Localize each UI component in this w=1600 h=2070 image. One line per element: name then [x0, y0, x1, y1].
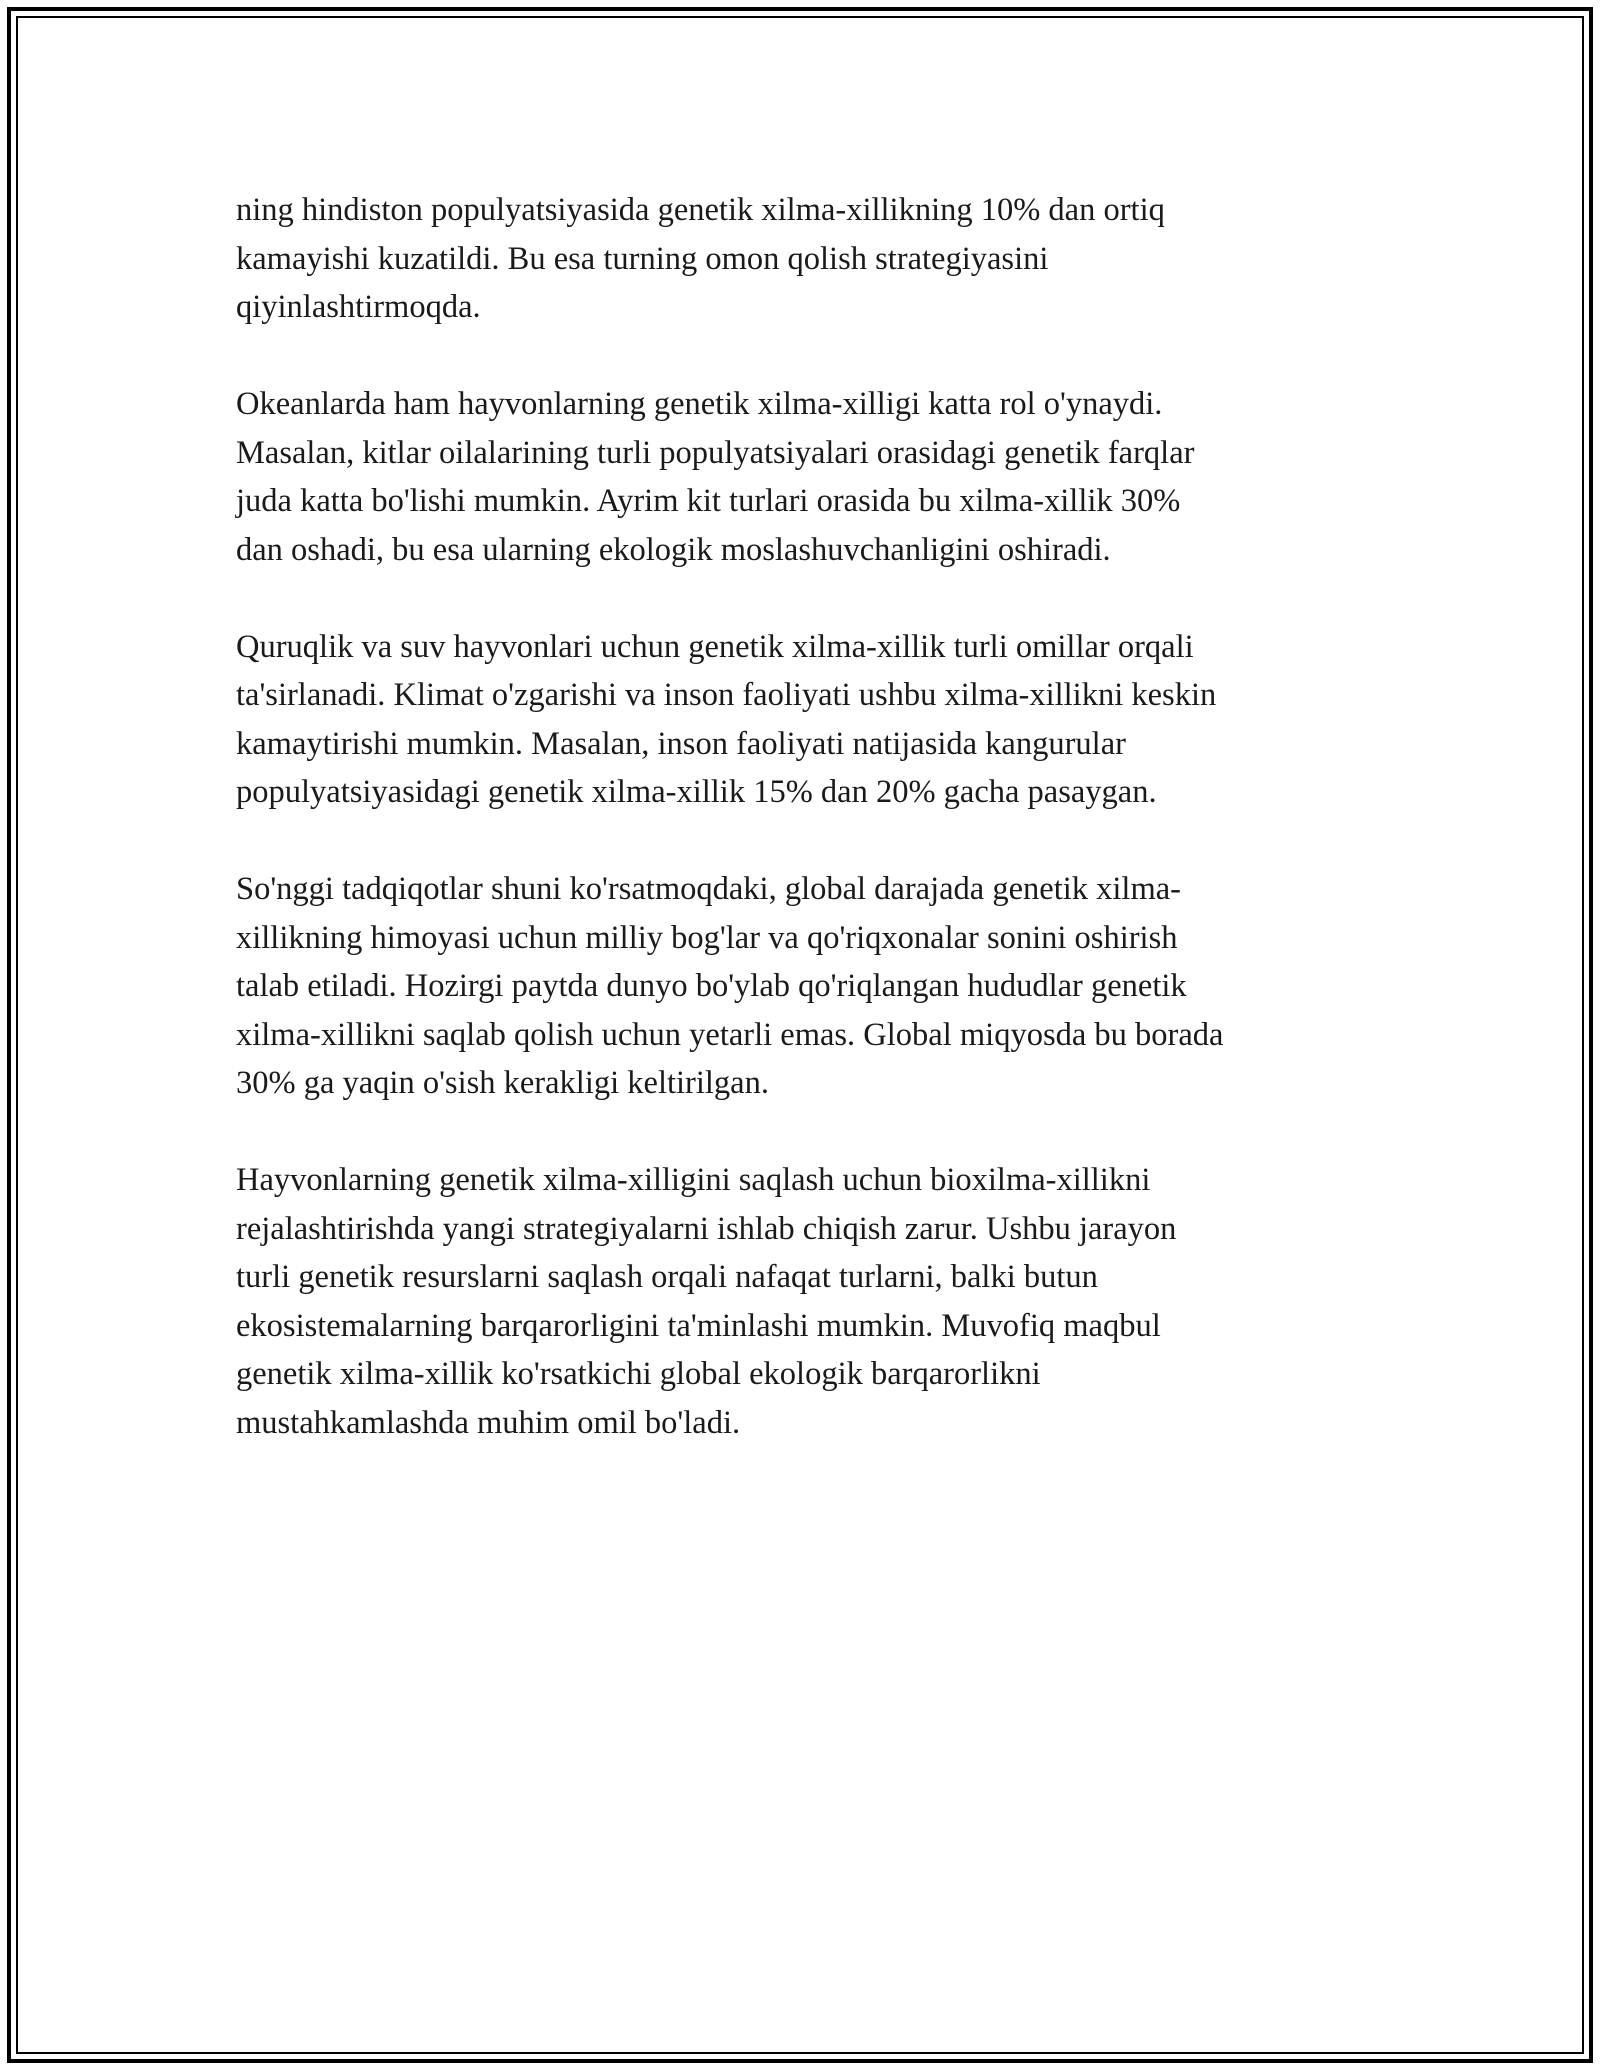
text-line: ekosistemalarning barqarorligini ta'minlashi mumkin. Muvofiq maqbul	[236, 1307, 1161, 1344]
text-line: xilma-xillikni saqlab qolish uchun yetarli emas. Global miqyosda bu borada	[236, 1016, 1224, 1053]
text-line: 30% ga yaqin o'sish kerakligi keltirilgan.	[236, 1065, 769, 1101]
text-line: kamayishi kuzatildi. Bu esa turning omon qolish strategiyasini	[236, 240, 1049, 277]
text-line: populyatsiyasidagi genetik xilma-xillik 15% dan 20% gacha pasaygan.	[236, 774, 1157, 810]
text-line: genetik xilma-xillik ko'rsatkichi global ekologik barqarorlikni	[236, 1356, 1041, 1392]
document-body	[236, 186, 1366, 1496]
text-line: ta'sirlanadi. Klimat o'zgarishi va inson faoliyati ushbu xilma-xillikni keskin	[236, 677, 1217, 713]
text-line: talab etiladi. Hozirgi paytda dunyo bo'ylab qo'riqlangan hududlar genetik	[236, 968, 1187, 1004]
text-line: xillikning himoyasi uchun milliy bog'lar va qo'riqxonalar sonini oshirish	[236, 919, 1178, 956]
paragraph-1	[236, 186, 1366, 332]
text-line: juda katta bo'lishi mumkin. Ayrim kit turlari orasida bu xilma-xillik 30%	[236, 483, 1181, 519]
paragraph-2	[236, 380, 1366, 574]
text-line: Masalan, kitlar oilalarining turli populyatsiyalari orasidagi genetik farqlar	[236, 434, 1195, 471]
text-line: So'nggi tadqiqotlar shuni ko'rsatmoqdaki, global darajada genetik xilma-	[236, 871, 1181, 907]
text-line: qiyinlashtirmoqda.	[236, 289, 481, 325]
text-line: ning hindiston populyatsiyasida genetik xilma-xillikning 10% dan ortiq	[236, 192, 1165, 228]
text-line: Okeanlarda ham hayvonlarning genetik xilma-xilligi katta rol o'ynaydi.	[236, 386, 1163, 422]
text-line: dan oshadi, bu esa ularning ekologik moslashuvchanligini oshiradi.	[236, 531, 1111, 568]
paragraph-3	[236, 623, 1366, 817]
text-line: kamaytirishi mumkin. Masalan, inson faoliyati natijasida kangurular	[236, 725, 1126, 762]
paragraph-4	[236, 865, 1366, 1108]
text-line: Hayvonlarning genetik xilma-xilligini saqlash uchun bioxilma-xillikni	[236, 1162, 1151, 1198]
text-line: turli genetik resurslarni saqlash orqali nafaqat turlarni, balki butun	[236, 1259, 1098, 1295]
paragraph-5	[236, 1156, 1366, 1447]
text-line: mustahkamlashda muhim omil bo'ladi.	[236, 1404, 741, 1441]
text-line: Quruqlik va suv hayvonlari uchun genetik xilma-xillik turli omillar orqali	[236, 628, 1194, 665]
text-line: rejalashtirishda yangi strategiyalarni ishlab chiqish zarur. Ushbu jarayon	[236, 1210, 1177, 1247]
